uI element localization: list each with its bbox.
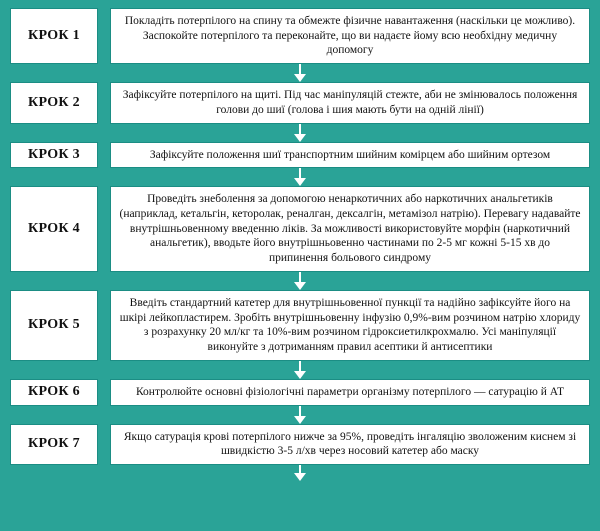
spacer (98, 82, 110, 123)
spacer (98, 142, 110, 169)
connector-arrow-7 (10, 465, 590, 483)
step-label-5: КРОК 5 (10, 290, 98, 361)
step-text-4: Проведіть знеболення за допомогою ненаркотичних або наркотичних анальгетиків (наприклад, кетальгін, кеторолак, реналган, дексалгін, метамізол натрію). Перевагу надавайте внутрішньовенному введенню ліків. За можливості використовуйте морфін (наркотичний анальгетик), вводьте його внутрішньовенно частинами по 2-5 мг кожні 5-15 хв до припинення больового синдрому (110, 186, 590, 272)
step-label-6: КРОК 6 (10, 379, 98, 406)
arrow-down-icon (294, 134, 306, 142)
step-text-2: Зафіксуйте потерпілого на щиті. Під час маніпуляцій стежте, аби не змінювалось положення голови до шиї (голова і шия мають бути на одній лінії) (110, 82, 590, 123)
flow-step-4 (10, 186, 590, 272)
step-text-1: Покладіть потерпілого на спину та обмежте фізичне навантаження (наскільки це можливо). Заспокойте потерпілого та переконайте, що ви надаєте йому всю необхідну медичну допомогу (110, 8, 590, 64)
flow-step-6 (10, 379, 590, 406)
connector-arrow-5 (10, 361, 590, 379)
flow-step-5 (10, 290, 590, 361)
arrow-down-icon (294, 74, 306, 82)
step-label-7: КРОК 7 (10, 424, 98, 465)
spacer (98, 8, 110, 64)
spacer (98, 186, 110, 272)
step-label-4: КРОК 4 (10, 186, 98, 272)
connector-arrow-6 (10, 406, 590, 424)
arrow-down-icon (294, 416, 306, 424)
arrow-down-icon (294, 282, 306, 290)
flow-step-1 (10, 8, 590, 64)
step-text-5: Введіть стандартний катетер для внутрішньовенної пункції та надійно зафіксуйте його на шкірі лейкопластирем. Зробіть внутрішньовенну інфузію 0,9%-вим розчином натрію хлориду з розрахунку 20 мл/кг та 10%-вим розчином гідроксиетилкрохмалю. Усі маніпуляції виконуйте з дотриманням правил асептики й антисептики (110, 290, 590, 361)
step-label-3: КРОК 3 (10, 142, 98, 169)
step-label-1: КРОК 1 (10, 8, 98, 64)
spacer (98, 379, 110, 406)
arrow-down-icon (294, 371, 306, 379)
flow-step-7 (10, 424, 590, 465)
connector-arrow-1 (10, 64, 590, 82)
spacer (98, 424, 110, 465)
connector-arrow-3 (10, 168, 590, 186)
arrow-down-icon (294, 473, 306, 481)
arrow-down-icon (294, 178, 306, 186)
spacer (98, 290, 110, 361)
connector-arrow-4 (10, 272, 590, 290)
flow-step-3 (10, 142, 590, 169)
connector-arrow-2 (10, 124, 590, 142)
flow-step-2 (10, 82, 590, 123)
step-text-7: Якщо сатурація крові потерпілого нижче за 95%, проведіть інгаляцію зволоженим киснем зі швидкістю 3-5 л/хв через носовий катетер або маску (110, 424, 590, 465)
step-text-6: Контролюйте основні фізіологічні параметри організму потерпілого — сатурацію й АТ (110, 379, 590, 406)
step-label-2: КРОК 2 (10, 82, 98, 123)
step-text-3: Зафіксуйте положення шиї транспортним шийним комірцем або шийним ортезом (110, 142, 590, 169)
